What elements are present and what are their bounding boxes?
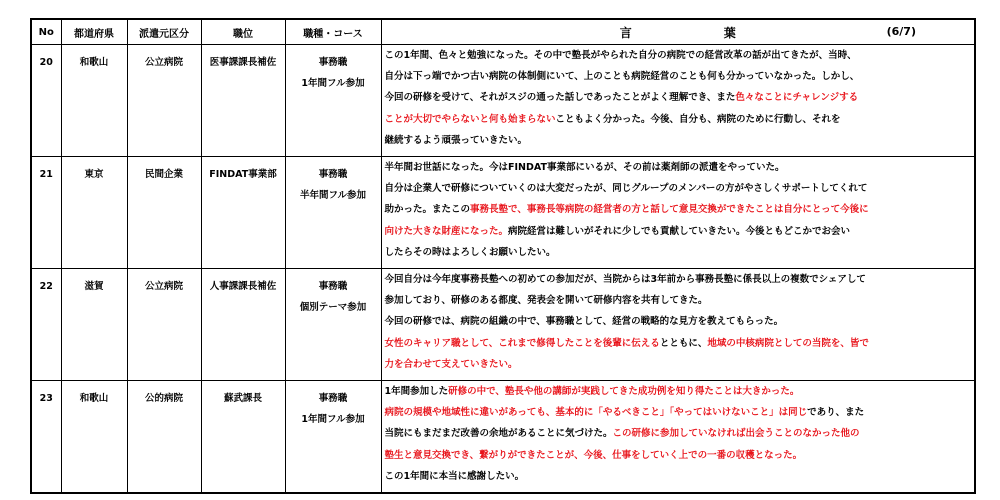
words-line [382, 199, 975, 220]
words-line [382, 45, 975, 66]
body-text: 半年間お世話になった。今はFINDAT事業部にいるが、その前は薬剤師の派遣をやっていた。 [384, 162, 785, 173]
row-words [382, 269, 975, 375]
body-text: この1年間、色々と勉強になった。その中で塾長がやられた自分の病院での経営改革の話が出てきたが、当時、 [384, 50, 857, 61]
body-text: 今回自分は今年度事務長塾への初めての参加だが、当院からは3年前から事務長塾に係長以上の複数でシェアして [384, 274, 866, 285]
row-number-cell [31, 157, 61, 269]
body-text: 自分は企業人で研修についていくのは大変だったが、同じグループのメンバーの方がやさしくサポートしてくれて [384, 183, 868, 195]
row-course-participation: 個別テーマ参加 [299, 302, 367, 313]
row-number: 23 [39, 393, 53, 404]
course-cell [285, 269, 381, 381]
row-position: 医事課課長補佐 [209, 57, 277, 68]
header-words [381, 19, 975, 45]
row-words [382, 157, 975, 263]
words-line [382, 66, 975, 87]
body-text: 1年間参加した [384, 386, 449, 397]
words-line [382, 87, 975, 108]
table-row [31, 381, 975, 493]
row-number-cell [31, 381, 61, 493]
course-cell [285, 45, 381, 157]
body-text: であり、また [807, 407, 865, 419]
row-course-job: 事務職 [318, 57, 348, 68]
highlighted-text: 色々なことにチャレンジする [735, 92, 859, 104]
row-number: 22 [39, 281, 53, 292]
body-text: この1年間に本当に感謝したい。 [384, 470, 525, 482]
row-prefecture: 東京 [84, 169, 104, 180]
prefecture-cell [61, 269, 127, 381]
position-cell [201, 269, 285, 381]
dispatch-type-cell [127, 269, 201, 381]
body-text: とともに、 [659, 337, 708, 349]
body-text: 当院にもまだまだ改善の余地があることに気づけた。 [384, 428, 613, 440]
row-position: 蘇武課長 [223, 393, 262, 404]
highlighted-text: 事務長塾で、事務長等病院の経営者の方と話して意見交換ができたことは自分にとって今後に [470, 204, 869, 216]
highlighted-text: 地域の中核病院としての当院を、皆で [707, 337, 869, 349]
highlighted-text: ことが大切でやらないと何も始まらない [384, 113, 556, 125]
body-text: 参加しており、研修のある都度、発表会を開いて研修内容を共有してきた。 [384, 295, 708, 307]
highlighted-text: 力を合わせて支えていきたい。 [384, 358, 518, 370]
row-number: 20 [39, 57, 53, 68]
dispatch-type-cell [127, 45, 201, 157]
body-text: 自分は下っ端でかつ古い病院の体制側にいて、上のことも病院経営のことも何も分かっていなかった。しかし、 [384, 71, 860, 83]
position-cell [201, 45, 285, 157]
highlighted-text: 研修の中で、塾長や他の講師が実践してきた成功例を知り得たことは大きかった。 [448, 386, 800, 397]
table-row [31, 45, 975, 157]
body-text: 継続するよう頑張っていきたい。 [384, 134, 528, 146]
dispatch-type-cell [127, 157, 201, 269]
row-position: FINDAT事業部 [209, 169, 277, 180]
row-dispatch-type: 公的病院 [144, 393, 183, 404]
words-line [382, 157, 975, 178]
header-no: No [31, 19, 61, 45]
position-cell [201, 157, 285, 269]
highlighted-text: 病院の規模や地域性に違いがあっても、基本的に「やるべきこと」「やってはいけないこと」は同じ [384, 407, 808, 419]
table-row [31, 157, 975, 269]
row-course-participation: 1年間フル参加 [301, 78, 365, 89]
position-cell [201, 381, 285, 493]
row-course-job: 事務職 [318, 393, 348, 404]
body-text: 助かった。またこの [384, 204, 471, 216]
words-line [382, 311, 975, 332]
words-line [382, 402, 975, 423]
page-number: (6/7) [886, 25, 916, 38]
row-prefecture: 滋賀 [84, 281, 104, 292]
row-number-cell [31, 45, 61, 157]
words-cell [381, 269, 975, 381]
row-words [382, 45, 975, 151]
highlighted-text: この研修に参加していなければ出会うことのなかった他の [612, 428, 860, 440]
words-cell [381, 381, 975, 493]
words-cell [381, 157, 975, 269]
header-prefecture: 都道府県 [61, 19, 127, 45]
header-words-title: 言 葉 [619, 25, 776, 40]
row-prefecture: 和歌山 [79, 393, 109, 404]
header-position: 職位 [201, 19, 285, 45]
body-text: 今回の研修を受けて、それがスジの通った話しであったことがよく理解でき、また [384, 92, 736, 104]
body-text: 病院経営は難しいがそれに少しでも貢献していきたい。今後ともどこかでお会い [508, 225, 851, 237]
course-cell [285, 157, 381, 269]
body-text: したらその時はよろしくお願いしたい。 [384, 246, 556, 258]
words-line [382, 242, 975, 263]
testimonial-table [30, 18, 976, 494]
highlighted-text: 女性のキャリア職として、これまで修得したことを後輩に伝える [384, 337, 660, 349]
words-cell [381, 45, 975, 157]
row-number: 21 [39, 169, 53, 180]
dispatch-type-cell [127, 381, 201, 493]
table-row [31, 269, 975, 381]
words-line [382, 333, 975, 354]
course-cell [285, 381, 381, 493]
highlighted-text: 塾生と意見交換でき、繋がりができたことが、今後、仕事をしていく上での一番の収穫となった。 [384, 449, 803, 461]
row-course-participation: 1年間フル参加 [301, 414, 365, 425]
row-dispatch-type: 民間企業 [144, 169, 183, 180]
row-dispatch-type: 公立病院 [144, 281, 183, 292]
row-position: 人事課課長補佐 [209, 281, 277, 292]
row-course-job: 事務職 [318, 281, 348, 292]
header-course: 職種・コース [285, 19, 381, 45]
header-dispatch-type: 派遣元区分 [127, 19, 201, 45]
words-line [382, 178, 975, 199]
row-course-job: 事務職 [318, 169, 348, 180]
highlighted-text: 向けた大きな財産になった。 [384, 225, 509, 237]
words-line [382, 130, 975, 151]
prefecture-cell [61, 157, 127, 269]
prefecture-cell [61, 381, 127, 493]
header-row [31, 19, 975, 45]
words-line [382, 290, 975, 311]
prefecture-cell [61, 45, 127, 157]
body-text: 今回の研修では、病院の組織の中で、事務職として、経営の戦略的な見方を教えてもらった。 [384, 316, 784, 328]
row-dispatch-type: 公立病院 [144, 57, 183, 68]
words-line [382, 423, 975, 444]
body-text: こともよく分かった。今後、自分も、病院のために行動し、それを [555, 113, 841, 125]
row-number-cell [31, 269, 61, 381]
row-words [382, 381, 975, 487]
row-course-participation: 半年間フル参加 [299, 190, 367, 201]
words-line [382, 109, 975, 130]
words-line [382, 381, 975, 402]
words-line [382, 269, 975, 290]
row-prefecture: 和歌山 [79, 57, 109, 68]
words-line [382, 445, 975, 466]
words-line [382, 354, 975, 375]
words-line [382, 221, 975, 242]
words-line [382, 466, 975, 487]
